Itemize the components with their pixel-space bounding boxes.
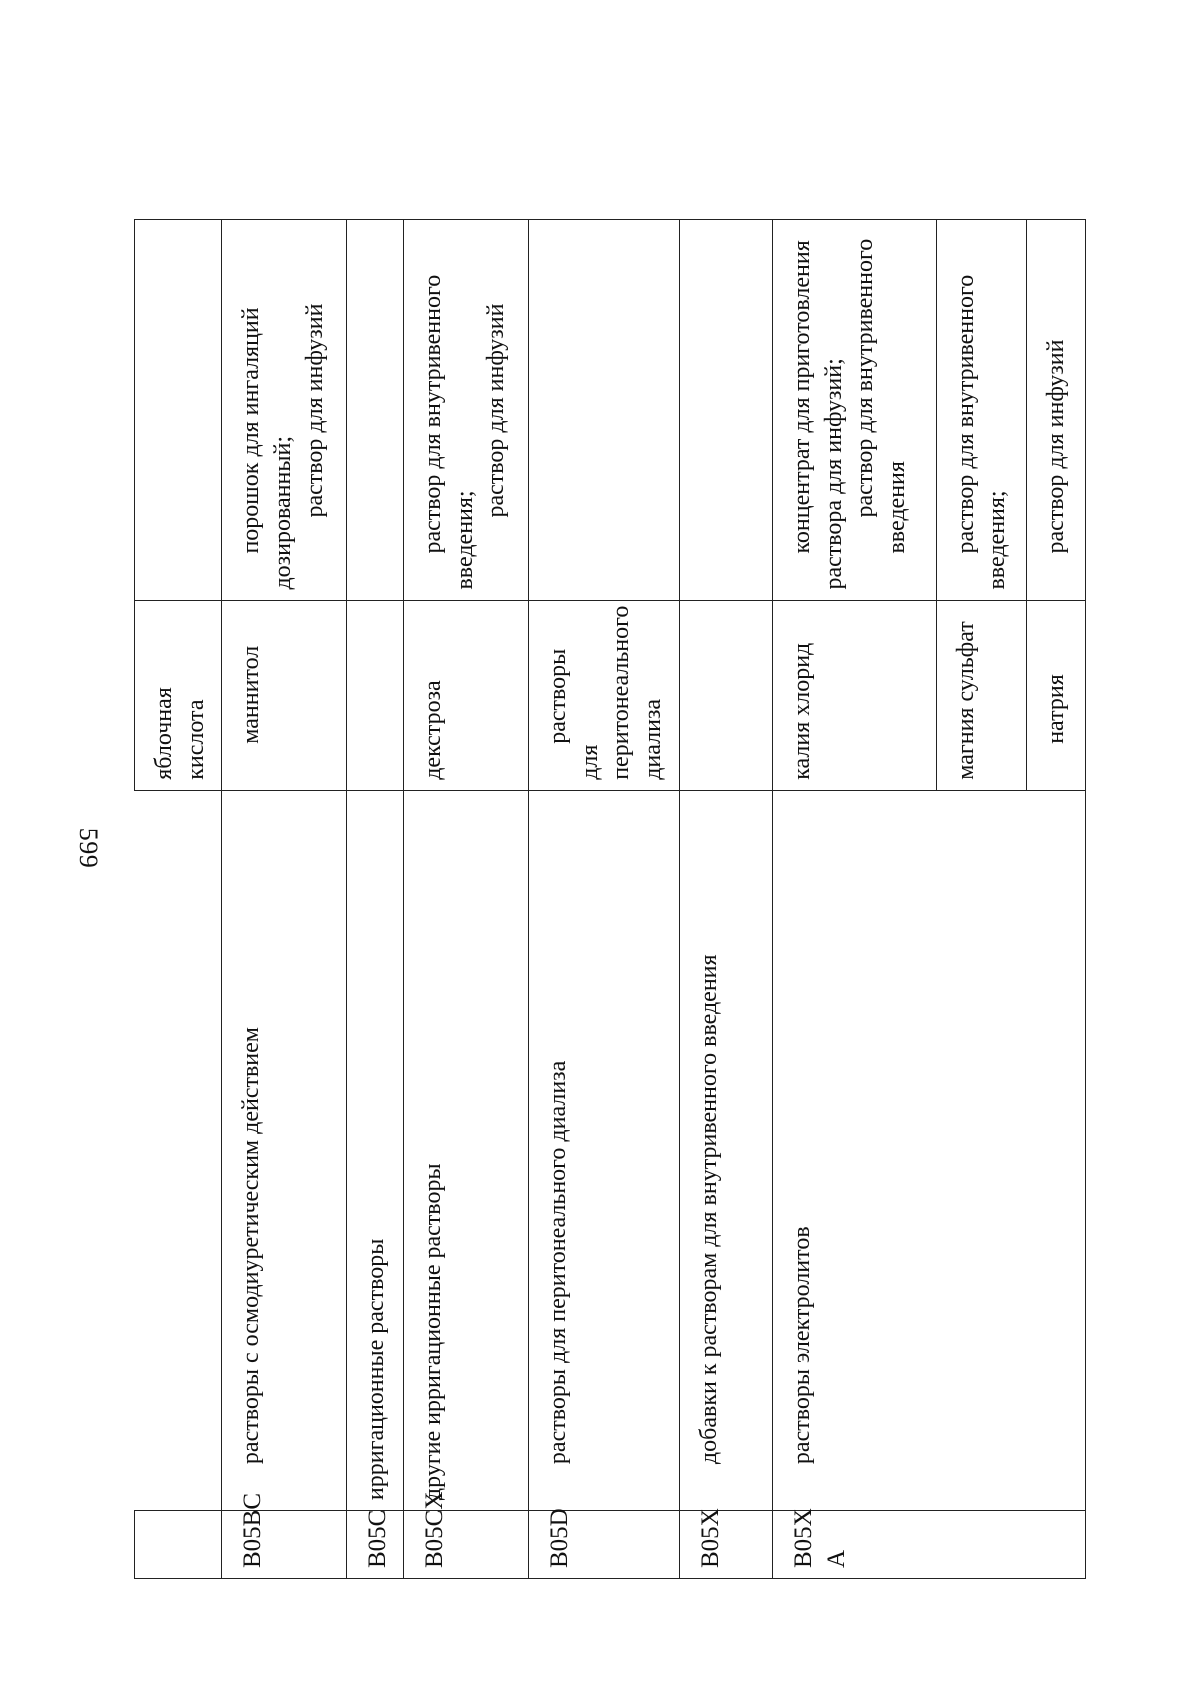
atc-code-cell: B05X A <box>773 1511 1086 1579</box>
substance-cell: магния сульфат <box>936 600 1027 790</box>
substance-cell <box>680 600 773 790</box>
dosage-form-line: раствор для внутривенного введения; <box>419 274 478 590</box>
dosage-form-cell <box>403 220 528 601</box>
dosage-form-cell <box>936 220 1027 601</box>
dosage-form-line: порошок для ингаляций дозированный; <box>238 307 296 590</box>
drug-classification-table <box>134 219 1086 1579</box>
table-row <box>529 220 680 1579</box>
substance-cell: растворы для перитонеального диализа <box>529 600 680 790</box>
atc-code-cell: B05D <box>529 1511 680 1579</box>
dosage-form-line: раствор для инфузий <box>301 303 328 518</box>
substance-cell: калия хлорид <box>773 600 937 790</box>
atc-code-cell: B05BC <box>222 1511 347 1579</box>
table-row <box>135 220 222 1579</box>
substance-cell: натрия <box>1027 600 1086 790</box>
dosage-form-cell <box>222 220 347 601</box>
dosage-form-cell <box>135 220 222 601</box>
dosage-form-cell <box>680 220 773 601</box>
dosage-form-line: раствор для внутривенного введения <box>852 238 911 554</box>
dosage-form-line: раствор для инфузий <box>483 303 510 518</box>
group-name-cell: растворы с осмодиуретическим действием <box>222 790 347 1510</box>
dosage-form-cell <box>529 220 680 601</box>
atc-code-cell <box>135 1511 222 1579</box>
substance-cell: яблочная кислота <box>135 600 222 790</box>
group-name-cell: растворы для перитонеального диализа <box>529 790 680 1510</box>
substance-cell <box>347 600 404 790</box>
dosage-form-cell <box>347 220 404 601</box>
table-row <box>773 220 937 1579</box>
table-row <box>347 220 404 1579</box>
table-row <box>403 220 528 1579</box>
atc-code-cell: B05X <box>680 1511 773 1579</box>
dosage-form-line: раствор для инфузий <box>1043 339 1070 554</box>
dosage-form-line: раствор для внутривенного введения; <box>952 274 1011 590</box>
dosage-form-cell <box>1027 220 1086 601</box>
atc-code-cell: B05C <box>347 1511 404 1579</box>
page-number: 599 <box>74 827 103 869</box>
group-name-cell: другие ирригационные растворы <box>403 790 528 1510</box>
table-row <box>222 220 347 1579</box>
atc-code-cell: B05CX <box>403 1511 528 1579</box>
dosage-form-line: концентрат для приготовления раствора для инфузий; <box>789 240 847 590</box>
group-name-cell <box>135 790 222 1510</box>
table-row <box>680 220 773 1579</box>
group-name-cell: растворы электролитов <box>773 790 1086 1510</box>
group-name-cell: добавки к растворам для внутривенного введения <box>680 790 773 1510</box>
group-name-cell: ирригационные растворы <box>347 790 404 1510</box>
drug-table-container <box>134 219 1086 1579</box>
substance-cell: декстроза <box>403 600 528 790</box>
substance-cell: маннитол <box>222 600 347 790</box>
dosage-form-cell <box>773 220 937 601</box>
